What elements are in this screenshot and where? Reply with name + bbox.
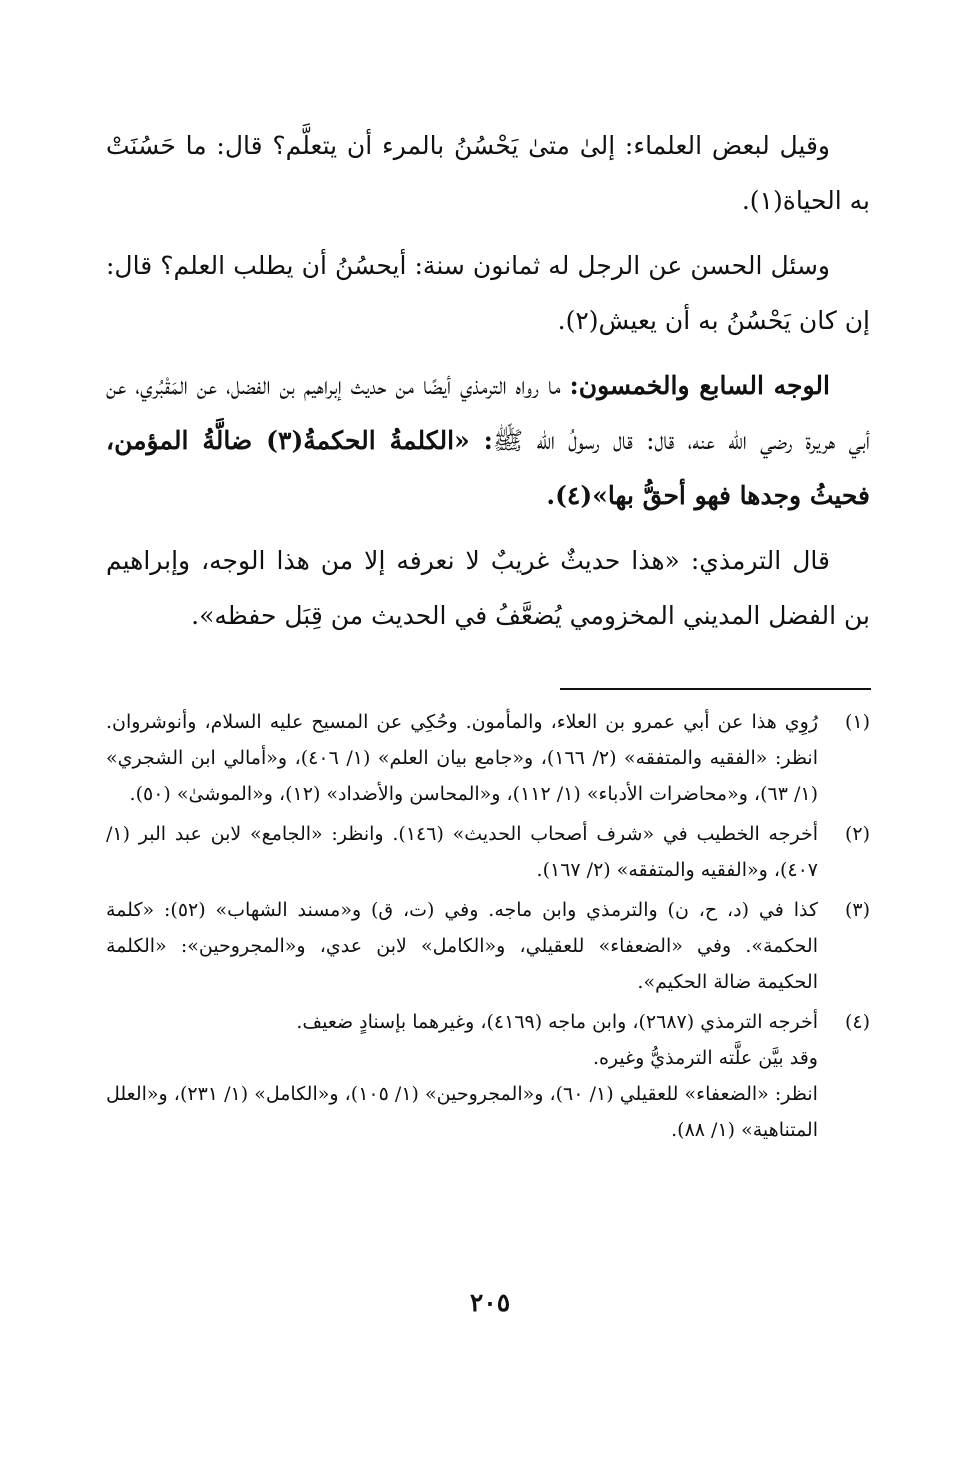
footnote-body [106,816,818,888]
footnote-number: (٣) [844,899,870,921]
footnote-number: (١) [844,711,870,733]
hadith-quote: : «الكلمةُ الحكمةُ(٣) ضالَّةُ المؤمن، فحيثُ وجدها فهو أحقُّ بها»(٤). [106,426,870,510]
page-number: ٢٠٥ [469,1288,511,1317]
main-text [106,118,870,643]
footnote-2 [106,816,870,888]
footnote-body [106,1004,818,1148]
paragraph-1 [106,118,870,228]
footnote-line: أخرجه الترمذي (٢٦٨٧)، وابن ماجه (٤١٦٩)، وغيرهما بإسنادٍ ضعيف. [296,1011,818,1033]
section-heading: الوجه السابع والخمسون: [569,371,830,400]
footnote-line: وقد بيَّن علَّته الترمذيُّ وغيره. [592,1047,818,1069]
footnote-number: (٤) [844,1011,870,1033]
paragraph-3-text: ما رواه الترمذي أيضًا من حديث إبراهيم بن الفضل، عن المَقْبُري، عن أبي هريرة رضي الله عنه، قال: قال رسولُ الله [106,371,870,455]
paragraph-4 [106,533,870,643]
footnote-line: انظر: «الضعفاء» للعقيلي (١/ ٦٠)، و«المجروحين» (١/ ١٠٥)، و«الكامل» (١/ ٢٣١)، و«العلل المتناهية» (١/ ٨٨). [106,1083,818,1141]
footnote-3 [106,892,870,1000]
footnote-4 [106,1004,870,1148]
paragraph-4-text: قال الترمذي: «هذا حديثٌ غريبٌ لا نعرفه إلا من هذا الوجه، وإبراهيم بن الفضل المديني المخزومي يُضعَّفُ في الحديث من قِبَل حفظه». [106,546,870,630]
footnote-line: كذا في (د، ح، ن) والترمذي وابن ماجه. وفي (ت، ق) و«مسند الشهاب» (٥٢): «كلمة الحكمة». وفي «الضعفاء» للعقيلي، و«الكامل» لابن عدي، و«المجروحين»: «الكلمة الحكيمة ضالة الحكيم». [106,899,818,993]
footnote-1 [106,704,870,812]
paragraph-1-text: وقيل لبعض العلماء: إلىٰ متىٰ يَحْسُنُ بالمرء أن يتعلَّم؟ قال: ما حَسُنَتْ به الحياة(١). [106,131,870,215]
footnote-divider [560,688,871,690]
footnote-body [106,892,818,1000]
paragraph-2-text: وسئل الحسن عن الرجل له ثمانون سنة: أيحسُنُ أن يطلب العلم؟ قال: إن كان يَحْسُنُ به أن يعيش(٢). [106,251,870,335]
footnote-line: أخرجه الخطيب في «شرف أصحاب الحديث» (١٤٦). وانظر: «الجامع» لابن عبد البر (١/ ٤٠٧)، و«الفقيه والمتفقه» (٢/ ١٦٧). [106,823,818,881]
footnote-line: رُوِي هذا عن أبي عمرو بن العلاء، والمأمون. وحُكِي عن المسيح عليه السلام، وأنوشروان. انظر: «الفقيه والمتفقه» (٢/ ١٦٦)، و«جامع بيان العلم» (١/ ٤٠٦)، و«أمالي ابن الشجري» (١/ ٦٣)، و«محاضرات الأدباء» (١/ ١١٢)، و«المحاسن والأضداد» (١٢)، و«الموشىٰ» (٥٠). [106,711,818,805]
paragraph-2 [106,238,870,348]
footnotes [106,704,870,1152]
honorific-glyph: ﷺ [492,426,524,455]
paragraph-3 [106,358,870,523]
footnote-body [106,704,818,812]
footnote-number: (٢) [844,823,870,845]
